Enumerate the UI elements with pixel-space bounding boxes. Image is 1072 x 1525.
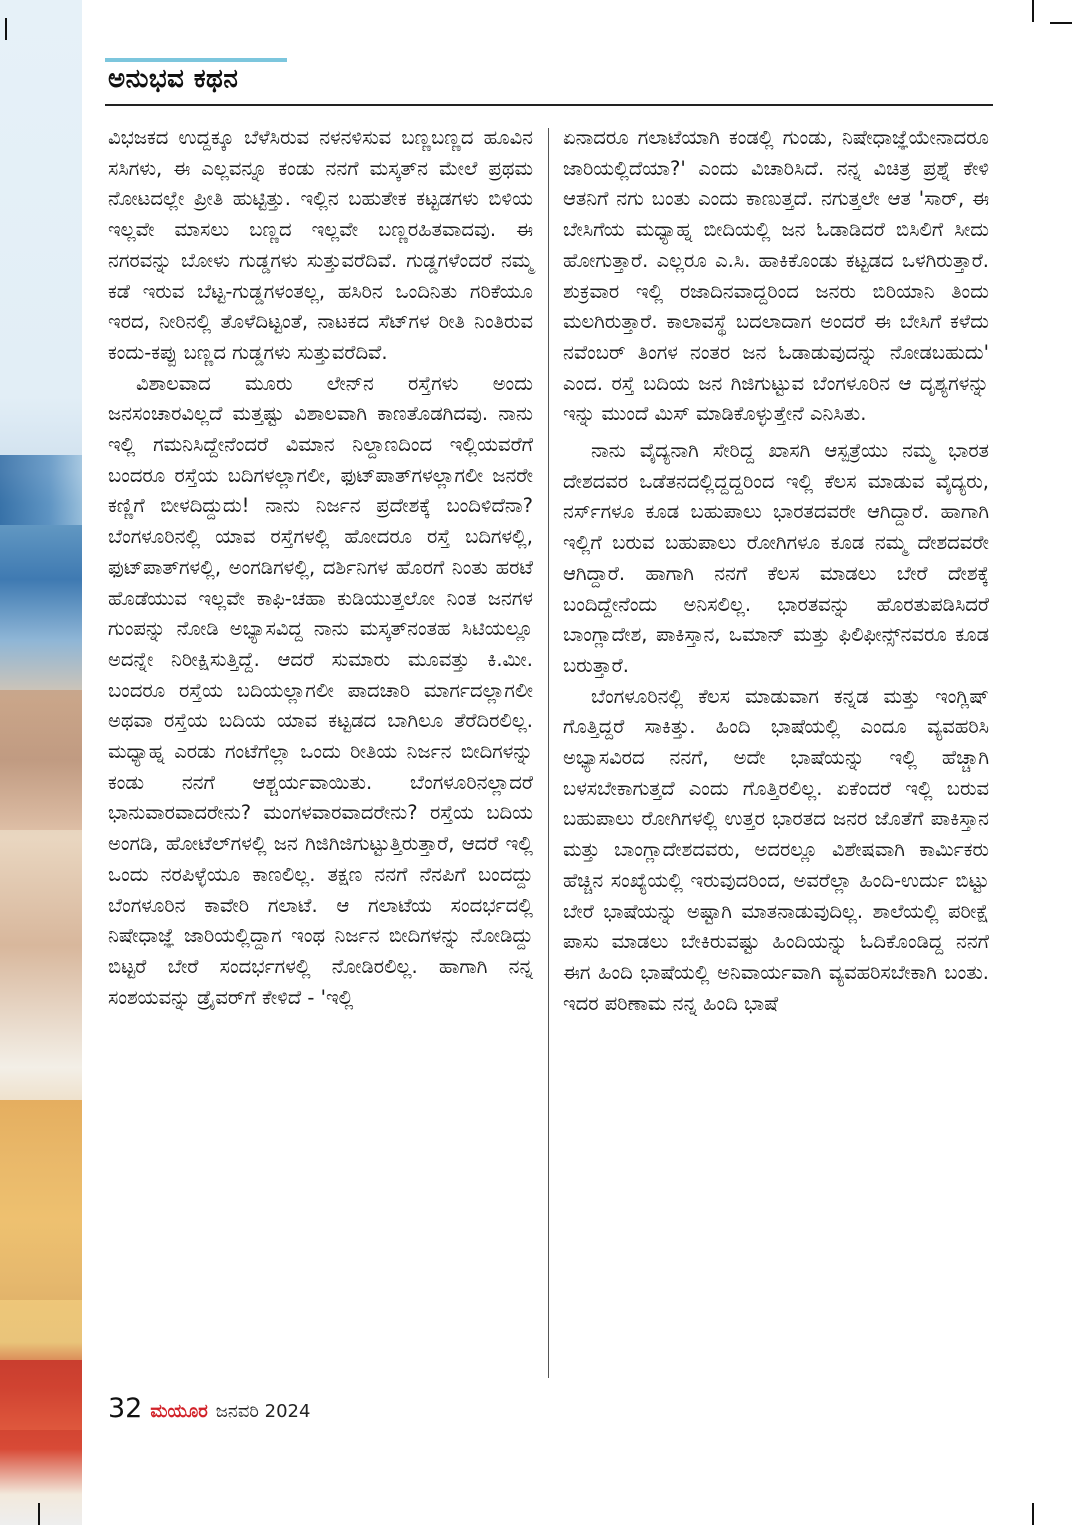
section-rule	[105, 104, 993, 106]
page-number: 32	[108, 1393, 143, 1424]
illustration-sea-band	[0, 455, 82, 525]
side-illustration-strip	[0, 0, 82, 1525]
issue-date: ಜನವರಿ 2024	[215, 1401, 311, 1422]
illustration-wall-band	[0, 1100, 82, 1300]
article-column-right	[563, 123, 989, 1019]
crop-mark-bottom-left	[38, 1503, 40, 1525]
section-accent-bar	[105, 58, 287, 62]
article-column-left	[108, 123, 533, 1013]
column-divider	[548, 128, 549, 1378]
section-title: ಅನುಭವ ಕಥನ	[108, 64, 239, 94]
crop-mark-bottom-right	[1032, 1503, 1034, 1525]
illustration-carpet-band	[0, 1360, 82, 1430]
paragraph: ವಿಭಜಕದ ಉದ್ದಕ್ಕೂ ಬೆಳೆಸಿರುವ ನಳನಳಿಸುವ ಬಣ್ಣಬಣ್ಣದ ಹೂವಿನ ಸಸಿಗಳು, ಈ ಎಲ್ಲವನ್ನೂ ಕಂಡು ನನಗೆ ಮಸ್ಕತ್‌ನ ಮೇಲೆ ಪ್ರಥಮ ನೋಟದಲ್ಲೇ ಪ್ರೀತಿ ಹುಟ್ಟಿತ್ತು. ಇಲ್ಲಿನ ಬಹುತೇಕ ಕಟ್ಟಡಗಳು ಬಿಳಿಯ ಇಲ್ಲವೇ ಮಾಸಲು ಬಣ್ಣದ ಇಲ್ಲವೇ ಬಣ್ಣರಹಿತವಾದವು. ಈ ನಗರವನ್ನು ಬೋಳು ಗುಡ್ಡಗಳು ಸುತ್ತುವರೆದಿವೆ. ಗುಡ್ಡಗಳೆಂದರೆ ನಮ್ಮ ಕಡೆ ಇರುವ ಬೆಟ್ಟ-ಗುಡ್ಡಗಳಂತಲ್ಲ, ಹಸಿರಿನ ಒಂದಿನಿತು ಗರಿಕೆಯೂ ಇರದ, ನೀರಿನಲ್ಲಿ ತೊಳೆದಿಟ್ಟಂತೆ, ನಾಟಕದ ಸೆಟ್‌ಗಳ ರೀತಿ ನಿಂತಿರುವ ಕಂದು-ಕಪ್ಪು ಬಣ್ಣದ ಗುಡ್ಡಗಳು ಸುತ್ತುವರೆದಿವೆ.	[108, 126, 533, 364]
paragraph: ವಿಶಾಲವಾದ ಮೂರು ಲೇನ್‌ನ ರಸ್ತೆಗಳು ಅಂದು ಜನಸಂಚಾರವಿಲ್ಲದೆ ಮತ್ತಷ್ಟು ವಿಶಾಲವಾಗಿ ಕಾಣತೊಡಗಿದವು. ನಾನು ಇಲ್ಲಿ ಗಮನಿಸಿದ್ದೇನೆಂದರೆ ವಿಮಾನ ನಿಲ್ದಾಣದಿಂದ ಇಲ್ಲಿಯವರೆಗೆ ಬಂದರೂ ರಸ್ತೆಯ ಬದಿಗಳಲ್ಲಾಗಲೀ, ಫುಟ್‌ಪಾತ್‌ಗಳಲ್ಲಾಗಲೀ ಜನರೇ ಕಣ್ಣಿಗೆ ಬೀಳದಿದ್ದುದು! ನಾನು ನಿರ್ಜನ ಪ್ರದೇಶಕ್ಕೆ ಬಂದಿಳಿದೆನಾ? ಬೆಂಗಳೂರಿನಲ್ಲಿ ಯಾವ ರಸ್ತೆಗಳಲ್ಲಿ ಹೋದರೂ ರಸ್ತೆ ಬದಿಗಳಲ್ಲಿ, ಫುಟ್‌ಪಾತ್‌ಗಳಲ್ಲಿ, ಅಂಗಡಿಗಳಲ್ಲಿ, ದರ್ಶಿನಿಗಳ ಹೊರಗೆ ನಿಂತು ಹರಟೆ ಹೊಡೆಯುವ ಇಲ್ಲವೇ ಕಾಫಿ-ಚಹಾ ಕುಡಿಯುತ್ತಲೋ ನಿಂತ ಜನಗಳ ಗುಂಪನ್ನು ನೋಡಿ ಅಭ್ಯಾಸವಿದ್ದ ನಾನು ಮಸ್ಕತ್‌ನಂತಹ ಸಿಟಿಯಲ್ಲೂ ಅದನ್ನೇ ನಿರೀಕ್ಷಿಸುತ್ತಿದ್ದೆ. ಆದರೆ ಸುಮಾರು ಮೂವತ್ತು ಕಿ.ಮೀ. ಬಂದರೂ ರಸ್ತೆಯ ಬದಿಯಲ್ಲಾಗಲೀ ಪಾದಚಾರಿ ಮಾರ್ಗದಲ್ಲಾಗಲೀ ಅಥವಾ ರಸ್ತೆಯ ಬದಿಯ ಯಾವ ಕಟ್ಟಡದ ಬಾಗಿಲೂ ತೆರೆದಿರಲಿಲ್ಲ. ಮಧ್ಯಾಹ್ನ ಎರಡು ಗಂಟೆಗೆಲ್ಲಾ ಒಂದು ರೀತಿಯ ನಿರ್ಜನ ಬೀದಿಗಳನ್ನು ಕಂಡು ನನಗೆ ಆಶ್ಚರ್ಯವಾಯಿತು. ಬೆಂಗಳೂರಿನಲ್ಲಾದರೆ ಭಾನುವಾರವಾದರೇನು? ಮಂಗಳವಾರವಾದರೇನು? ರಸ್ತೆಯ ಬದಿಯ ಅಂಗಡಿ, ಹೋಟೆಲ್‌ಗಳಲ್ಲಿ ಜನ ಗಿಜಿಗಿಜಿಗುಟ್ಟುತ್ತಿರುತ್ತಾರೆ, ಆದರೆ ಇಲ್ಲಿ ಒಂದು ನರಪಿಳ್ಳೆಯೂ ಕಾಣಲಿಲ್ಲ. ತಕ್ಷಣ ನನಗೆ ನೆನಪಿಗೆ ಬಂದದ್ದು ಬೆಂಗಳೂರಿನ ಕಾವೇರಿ ಗಲಾಟೆ. ಆ ಗಲಾಟೆಯ ಸಂದರ್ಭದಲ್ಲಿ ನಿಷೇಧಾಜ್ಞೆ ಜಾರಿಯಲ್ಲಿದ್ದಾಗ ಇಂಥ ನಿರ್ಜನ ಬೀದಿಗಳನ್ನು ನೋಡಿದ್ದು ಬಿಟ್ಟರೆ ಬೇರೆ ಸಂದರ್ಭಗಳಲ್ಲಿ ನೋಡಿರಲಿಲ್ಲ. ಹಾಗಾಗಿ ನನ್ನ ಸಂಶಯವನ್ನು ಡ್ರೈವರ್‌ಗೆ ಕೇಳಿದೆ - 'ಇಲ್ಲಿ	[108, 371, 533, 1009]
paragraph: ಬೆಂಗಳೂರಿನಲ್ಲಿ ಕೆಲಸ ಮಾಡುವಾಗ ಕನ್ನಡ ಮತ್ತು ಇಂಗ್ಲಿಷ್ ಗೊತ್ತಿದ್ದರೆ ಸಾಕಿತ್ತು. ಹಿಂದಿ ಭಾಷೆಯಲ್ಲಿ ಎಂದೂ ವ್ಯವಹರಿಸಿ ಅಭ್ಯಾಸವಿರದ ನನಗೆ, ಅದೇ ಭಾಷೆಯನ್ನು ಇಲ್ಲಿ ಹೆಚ್ಚಾಗಿ ಬಳಸಬೇಕಾಗುತ್ತದೆ ಎಂದು ಗೊತ್ತಿರಲಿಲ್ಲ. ಏಕೆಂದರೆ ಇಲ್ಲಿ ಬರುವ ಬಹುಪಾಲು ರೋಗಿಗಳಲ್ಲಿ ಉತ್ತರ ಭಾರತದ ಜನರ ಜೊತೆಗೆ ಪಾಕಿಸ್ತಾನ ಮತ್ತು ಬಾಂಗ್ಲಾದೇಶದವರು, ಅದರಲ್ಲೂ ವಿಶೇಷವಾಗಿ ಕಾರ್ಮಿಕರು ಹೆಚ್ಚಿನ ಸಂಖ್ಯೆಯಲ್ಲಿ ಇರುವುದರಿಂದ, ಅವರೆಲ್ಲಾ ಹಿಂದಿ-ಉರ್ದು ಬಿಟ್ಟು ಬೇರೆ ಭಾಷೆಯನ್ನು ಅಷ್ಟಾಗಿ ಮಾತನಾಡುವುದಿಲ್ಲ. ಶಾಲೆಯಲ್ಲಿ ಪರೀಕ್ಷೆ ಪಾಸು ಮಾಡಲು ಬೇಕಿರುವಷ್ಟು ಹಿಂದಿಯನ್ನು ಓದಿಕೊಂಡಿದ್ದ ನನಗೆ ಈಗ ಹಿಂದಿ ಭಾಷೆಯಲ್ಲಿ ಅನಿವಾರ್ಯವಾಗಿ ವ್ಯವಹರಿಸಬೇಕಾಗಿ ಬಂತು. ಇದರ ಪರಿಣಾಮ ನನ್ನ ಹಿಂದಿ ಭಾಷೆ	[563, 684, 989, 1015]
illustration-building-band	[0, 690, 82, 830]
page-footer	[108, 1393, 310, 1424]
crop-mark-top-left	[5, 18, 7, 40]
crop-mark-top-right	[1032, 0, 1034, 22]
magazine-logo: ಮಯೂರ	[150, 1401, 208, 1422]
crop-mark-right-tick	[1050, 22, 1072, 24]
paragraph: ನಾನು ವೈದ್ಯನಾಗಿ ಸೇರಿದ್ದ ಖಾಸಗಿ ಆಸ್ಪತ್ರೆಯು ನಮ್ಮ ಭಾರತ ದೇಶದವರ ಒಡೆತನದಲ್ಲಿದ್ದದ್ದರಿಂದ ಇಲ್ಲಿ ಕೆಲಸ ಮಾಡುವ ವೈದ್ಯರು, ನರ್ಸ್‌ಗಳೂ ಕೂಡ ಬಹುಪಾಲು ಭಾರತದವರೇ ಆಗಿದ್ದಾರೆ. ಹಾಗಾಗಿ ಇಲ್ಲಿಗೆ ಬರುವ ಬಹುಪಾಲು ರೋಗಿಗಳೂ ಕೂಡ ನಮ್ಮ ದೇಶದವರೇ ಆಗಿದ್ದಾರೆ. ಹಾಗಾಗಿ ನನಗೆ ಕೆಲಸ ಮಾಡಲು ಬೇರೆ ದೇಶಕ್ಕೆ ಬಂದಿದ್ದೇನೆಂದು ಅನಿಸಲಿಲ್ಲ. ಭಾರತವನ್ನು ಹೊರತುಪಡಿಸಿದರೆ ಬಾಂಗ್ಲಾದೇಶ, ಪಾಕಿಸ್ತಾನ, ಒಮಾನ್ ಮತ್ತು ಫಿಲಿಫೀನ್ಸ್‌ನವರೂ ಕೂಡ ಬರುತ್ತಾರೆ.	[563, 439, 989, 677]
paragraph: ಏನಾದರೂ ಗಲಾಟೆಯಾಗಿ ಕಂಡಲ್ಲಿ ಗುಂಡು, ನಿಷೇಧಾಜ್ಞೆಯೇನಾದರೂ ಜಾರಿಯಲ್ಲಿದೆಯಾ?' ಎಂದು ವಿಚಾರಿಸಿದೆ. ನನ್ನ ವಿಚಿತ್ರ ಪ್ರಶ್ನೆ ಕೇಳಿ ಆತನಿಗೆ ನಗು ಬಂತು ಎಂದು ಕಾಣುತ್ತದೆ. ನಗುತ್ತಲೇ ಆತ 'ಸಾರ್, ಈ ಬೇಸಿಗೆಯ ಮಧ್ಯಾಹ್ನ ಬೀದಿಯಲ್ಲಿ ಜನ ಓಡಾಡಿದರೆ ಬಿಸಿಲಿಗೆ ಸೀದು ಹೋಗುತ್ತಾರೆ. ಎಲ್ಲರೂ ಎ.ಸಿ. ಹಾಕಿಕೊಂಡು ಕಟ್ಟಡದ ಒಳಗಿರುತ್ತಾರೆ. ಶುಕ್ರವಾರ ಇಲ್ಲಿ ರಜಾದಿನವಾದ್ದರಿಂದ ಜನರು ಬಿರಿಯಾನಿ ತಿಂದು ಮಲಗಿರುತ್ತಾರೆ. ಕಾಲಾವಸ್ಥೆ ಬದಲಾದಾಗ ಅಂದರೆ ಈ ಬೇಸಿಗೆ ಕಳೆದು ನವೆಂಬರ್ ತಿಂಗಳ ನಂತರ ಜನ ಓಡಾಡುವುದನ್ನು ನೋಡಬಹುದು' ಎಂದ. ರಸ್ತೆ ಬದಿಯ ಜನ ಗಿಜಿಗುಟ್ಟುವ ಬೆಂಗಳೂರಿನ ಆ ದೃಶ್ಯಗಳನ್ನು ಇನ್ನು ಮುಂದೆ ಮಿಸ್ ಮಾಡಿಕೊಳ್ಳುತ್ತೇನೆ ಎನಿಸಿತು.	[563, 126, 989, 426]
